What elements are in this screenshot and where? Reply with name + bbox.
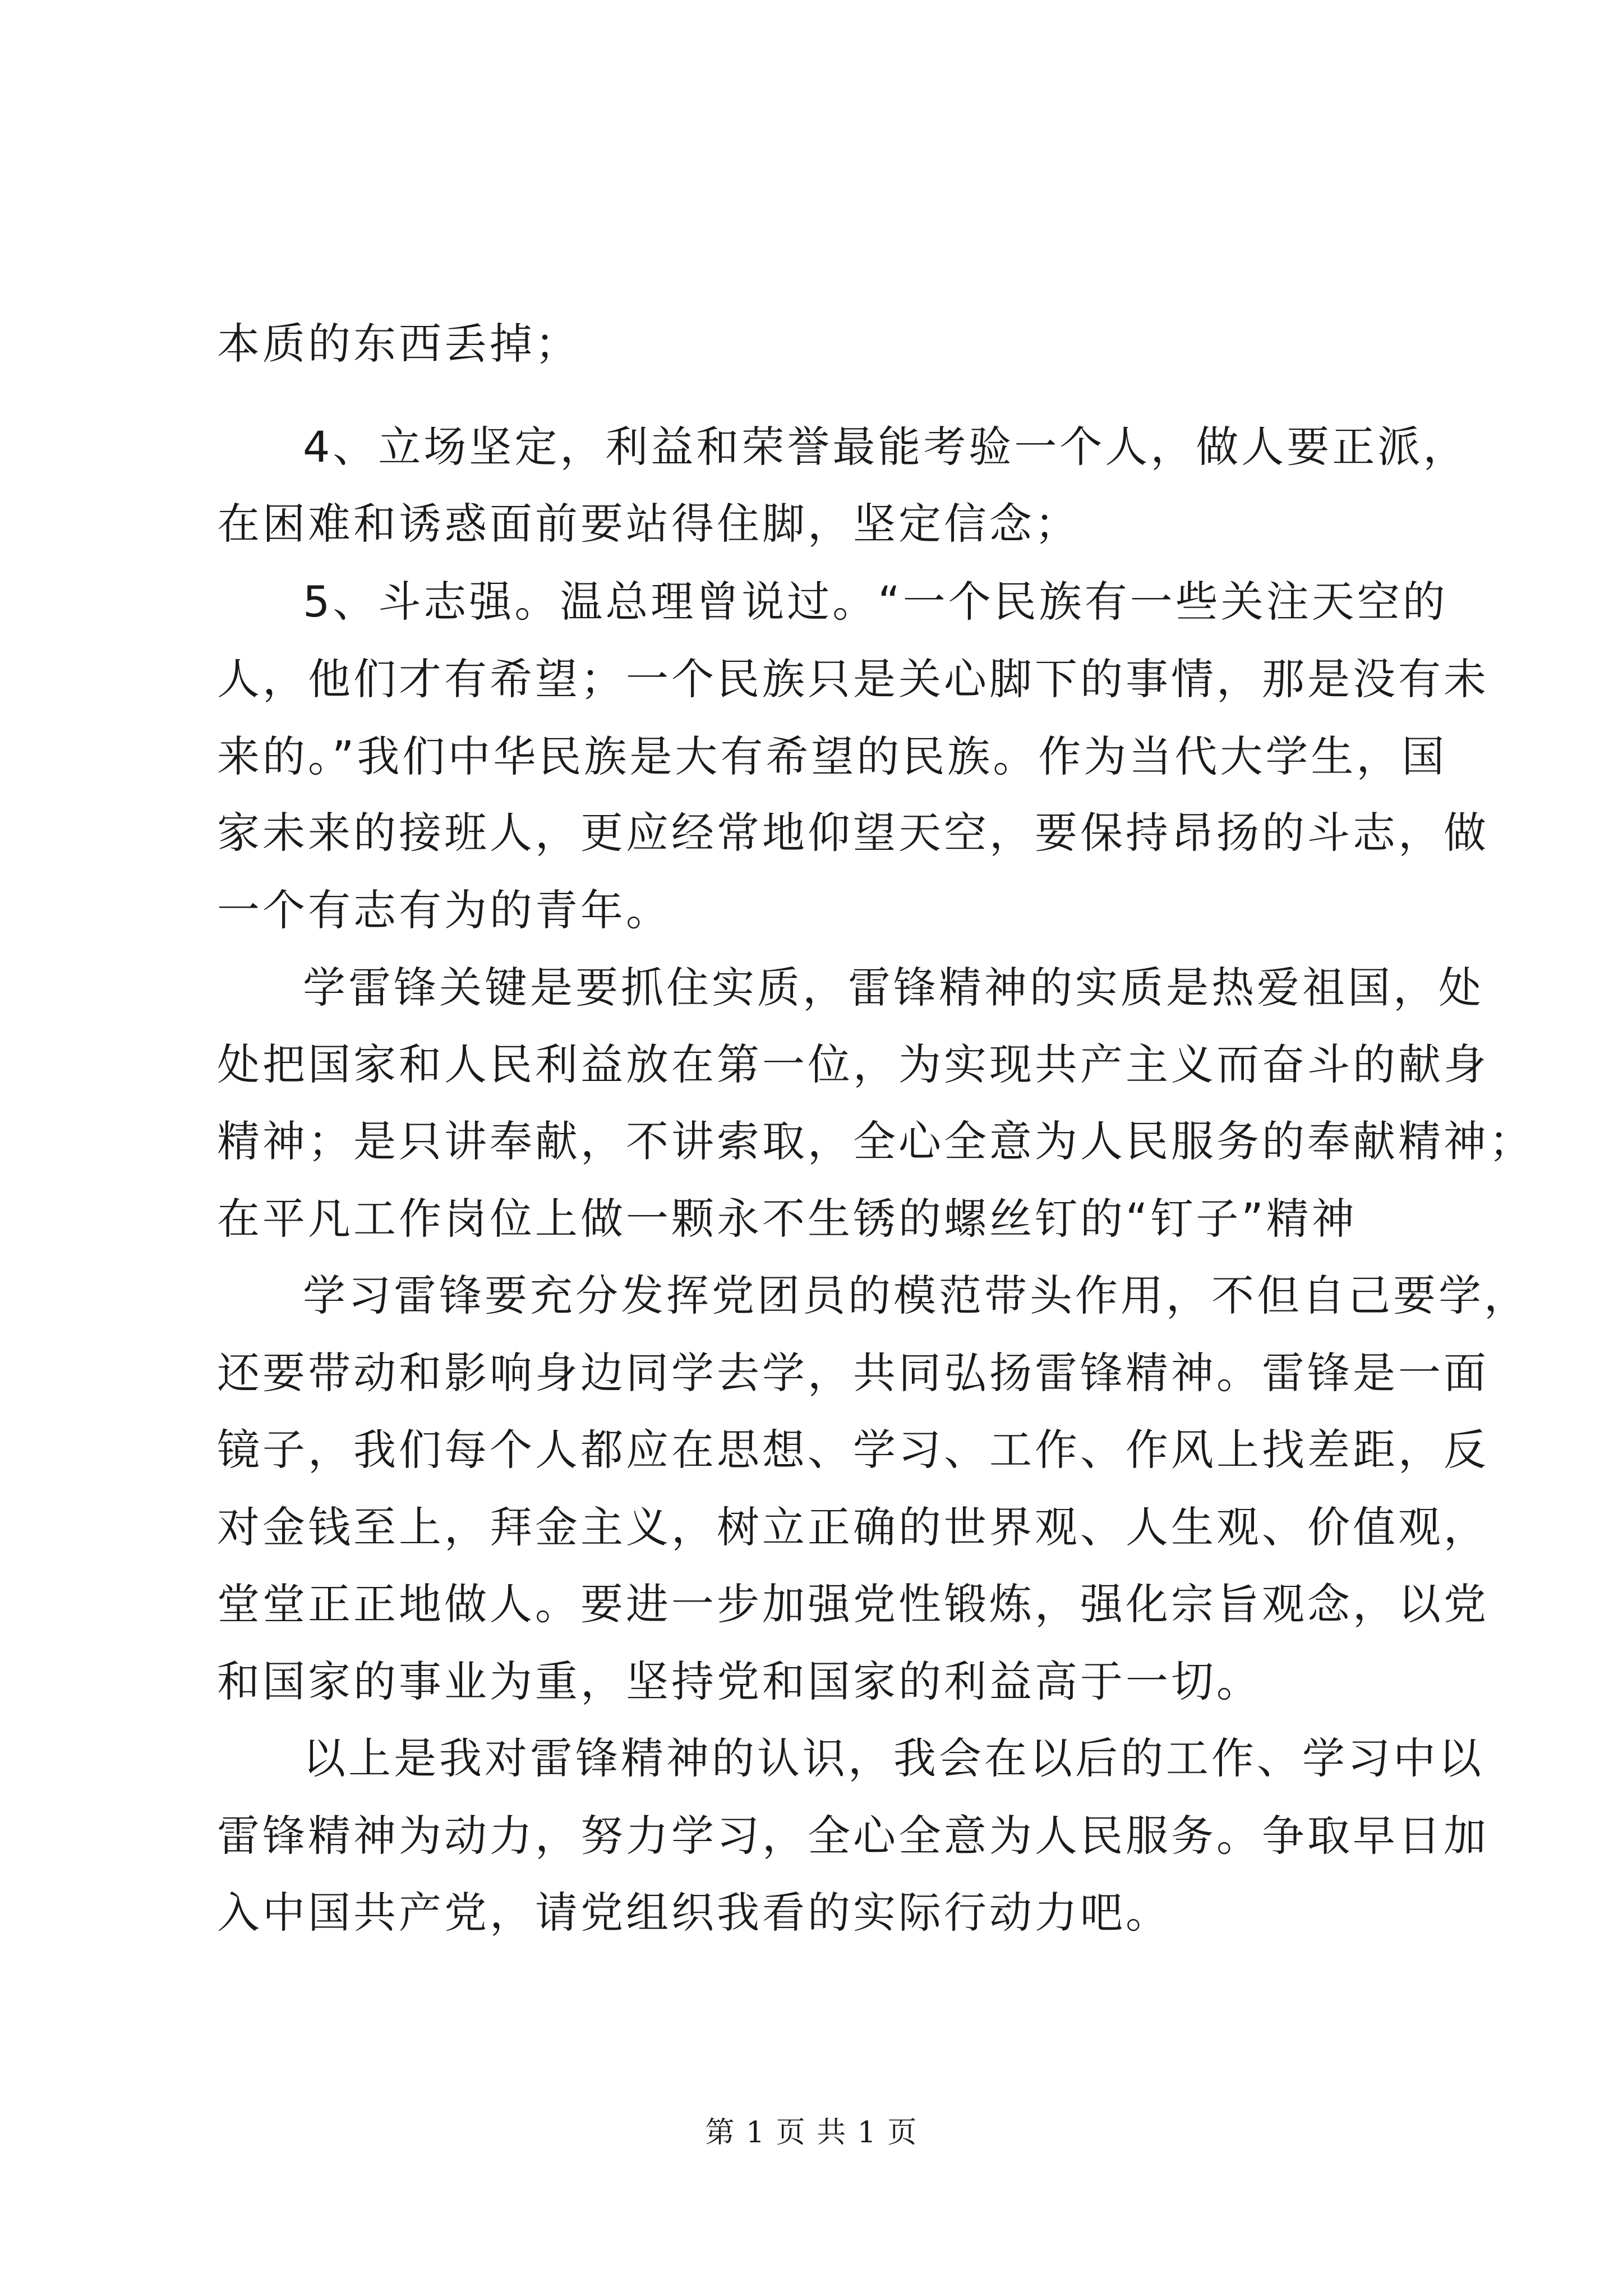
text-line: 家未来的接班人，更应经常地仰望天空，要保持昂扬的斗志，做	[217, 808, 1489, 858]
text-line: 镜子，我们每个人都应在思想、学习、工作、作风上找差距，反	[217, 1425, 1489, 1475]
text-line: 人，他们才有希望；一个民族只是关心脚下的事情，那是没有未	[217, 654, 1489, 704]
text-line: 和国家的事业为重，坚持党和国家的利益高于一切。	[217, 1657, 1262, 1706]
text-line: 以上是我对雷锋精神的认识，我会在以后的工作、学习中以	[303, 1733, 1484, 1783]
text-line: 学习雷锋要充分发挥党团员的模范带头作用，不但自己要学，	[303, 1271, 1529, 1320]
text-line: 本质的东西丢掉；	[217, 319, 580, 369]
text-line: 精神；是只讲奉献，不讲索取，全心全意为人民服务的奉献精神；	[217, 1116, 1534, 1166]
text-line: 堂堂正正地做人。要进一步加强党性锻炼，强化宗旨观念，以党	[217, 1579, 1489, 1629]
text-line: 入中国共产党，请党组织我看的实际行动力吧。	[217, 1888, 1171, 1938]
text-line: 还要带动和影响身边同学去学，共同弘扬雷锋精神。雷锋是一面	[217, 1348, 1489, 1398]
text-line: 雷锋精神为动力，努力学习，全心全意为人民服务。争取早日加	[217, 1811, 1489, 1861]
page-footer: 第 1 页 共 1 页	[705, 2116, 918, 2150]
text-line: 4、立场坚定，利益和荣誉最能考验一个人，做人要正派，	[303, 422, 1469, 472]
text-line: 学雷锋关键是要抓住实质，雷锋精神的实质是热爱祖国，处	[303, 963, 1484, 1013]
text-line: 对金钱至上，拜金主义，树立正确的世界观、人生观、价值观，	[217, 1502, 1489, 1552]
text-line: 5、斗志强。温总理曾说过。“一个民族有一些关注天空的	[303, 577, 1448, 627]
text-line: 处把国家和人民利益放在第一位，为实现共产主义而奋斗的献身	[217, 1039, 1489, 1089]
text-line: 来的。”我们中华民族是大有希望的民族。作为当代大学生，国	[217, 731, 1447, 781]
text-line: 一个有志有为的青年。	[217, 885, 671, 935]
text-line: 在平凡工作岗位上做一颗永不生锈的螺丝钉的“钉子”精神	[217, 1194, 1357, 1244]
text-line: 在困难和诱惑面前要站得住脚，坚定信念；	[217, 499, 1080, 549]
